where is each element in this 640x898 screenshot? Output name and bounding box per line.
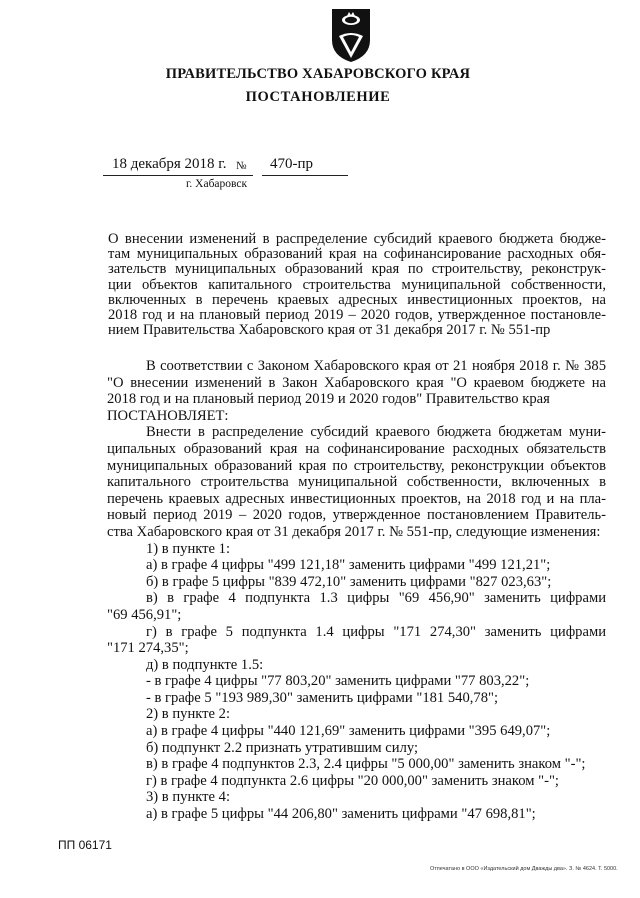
body-line: г) в графе 4 подпункта 2.6 цифры "20 000,00" заменить знаком "-"; [146, 772, 559, 789]
body-line: б) подпункт 2.2 признать утратившим силу; [146, 739, 419, 756]
document-type: ПОСТАНОВЛЕНИЕ [245, 89, 391, 105]
body-line: "О внесении изменений в Закон Хабаровского края "О краевом бюджете на [107, 374, 606, 391]
body-line: муниципальных образований края по строительству, реконструкции объектов [107, 457, 606, 474]
document-date: 18 декабря 2018 г. [112, 156, 227, 172]
body-line: в) в графе 4 подпунктов 2.3, 2.4 цифры "5 000,00" заменить знаком "-"; [146, 756, 586, 773]
body-line: 3) в пункте 4: [146, 789, 231, 806]
government-name: ПРАВИТЕЛЬСТВО ХАБАРОВСКОГО КРАЯ [165, 66, 471, 82]
body-line: а) в графе 5 цифры "44 206,80" заменить цифрами "47 698,81"; [146, 806, 536, 823]
document-title [108, 232, 606, 338]
body-line: ципальных образований края на софинансирование расходных обязательств [107, 440, 606, 457]
body-line: б) в графе 5 цифры "839 472,10" заменить цифрами "827 023,63"; [146, 573, 552, 590]
title-line: нием Правительства Хабаровского края от 31 декабря 2017 г. № 551-пр [108, 322, 551, 339]
number-underline [262, 175, 348, 176]
body-line: 2018 год и на плановый период 2019 и 2020 годов" Правительство края [107, 391, 550, 408]
document-code: ПП 06171 [58, 838, 112, 852]
number-sign: № [236, 160, 247, 172]
body-line: ства Хабаровского края от 31 декабря 2017 г. № 551-пр, следующие изменения: [107, 523, 601, 540]
body-line: новый период 2019 – 2020 годов, утвержденное постановлением Правитель- [107, 507, 606, 524]
printer-note: Отпечатано в ООО «Издательский дом Дважды два». З. № 4624. Т. 5000. [430, 866, 618, 872]
title-line: зательств муниципальных образований края по строительству, реконструк- [108, 261, 606, 278]
title-line: включенных в перечень краевых адресных инвестиционных проектов, на [108, 291, 606, 308]
body-line: д) в подпункте 1.5: [146, 656, 264, 673]
body-line: - в графе 5 "193 989,30" заменить цифрами "181 540,78"; [146, 689, 499, 706]
coat-of-arms-icon [329, 6, 373, 64]
body-line: "171 274,35"; [107, 640, 189, 657]
title-line: там муниципальных образований края на софинансирование расходных обя- [108, 246, 606, 263]
body-line: 2) в пункте 2: [146, 706, 231, 723]
city: г. Хабаровск [186, 178, 248, 190]
body-line: г) в графе 5 подпункта 1.4 цифры "171 274,30" заменить цифрами [146, 623, 606, 640]
body-line: ПОСТАНОВЛЯЕТ: [107, 407, 229, 424]
title-line: 2018 год и на плановый период 2019 – 2020 годов, утвержденное постановле- [108, 307, 606, 324]
body-line: а) в графе 4 цифры "440 121,69" заменить цифрами "395 649,07"; [146, 723, 551, 740]
body-line: Внести в распределение субсидий краевого бюджета бюджетам муни- [146, 424, 606, 441]
body-line: - в графе 4 цифры "77 803,20" заменить цифрами "77 803,22"; [146, 673, 530, 690]
body-line: "69 456,91"; [107, 606, 182, 623]
body-line: капитального строительства муниципальной собственности, включенных в [107, 474, 606, 491]
body-line: в) в графе 4 подпункта 1.3 цифры "69 456,90" заменить цифрами [146, 590, 606, 607]
body-line: а) в графе 4 цифры "499 121,18" заменить цифрами "499 121,21"; [146, 557, 551, 574]
body-line: 1) в пункте 1: [146, 540, 231, 557]
title-line: О внесении изменений в распределение субсидий краевого бюджета бюдже- [108, 231, 606, 247]
document-body [107, 358, 606, 823]
title-line: ции объектов капитального строительства муниципальной собственности, [108, 276, 606, 293]
body-line: перечень краевых адресных инвестиционных проектов, на 2018 год и на пла- [107, 490, 606, 507]
date-underline [103, 175, 253, 176]
body-line: В соответствии с Законом Хабаровского края от 21 ноября 2018 г. № 385 [146, 358, 606, 374]
document-number: 470-пр [270, 156, 314, 172]
